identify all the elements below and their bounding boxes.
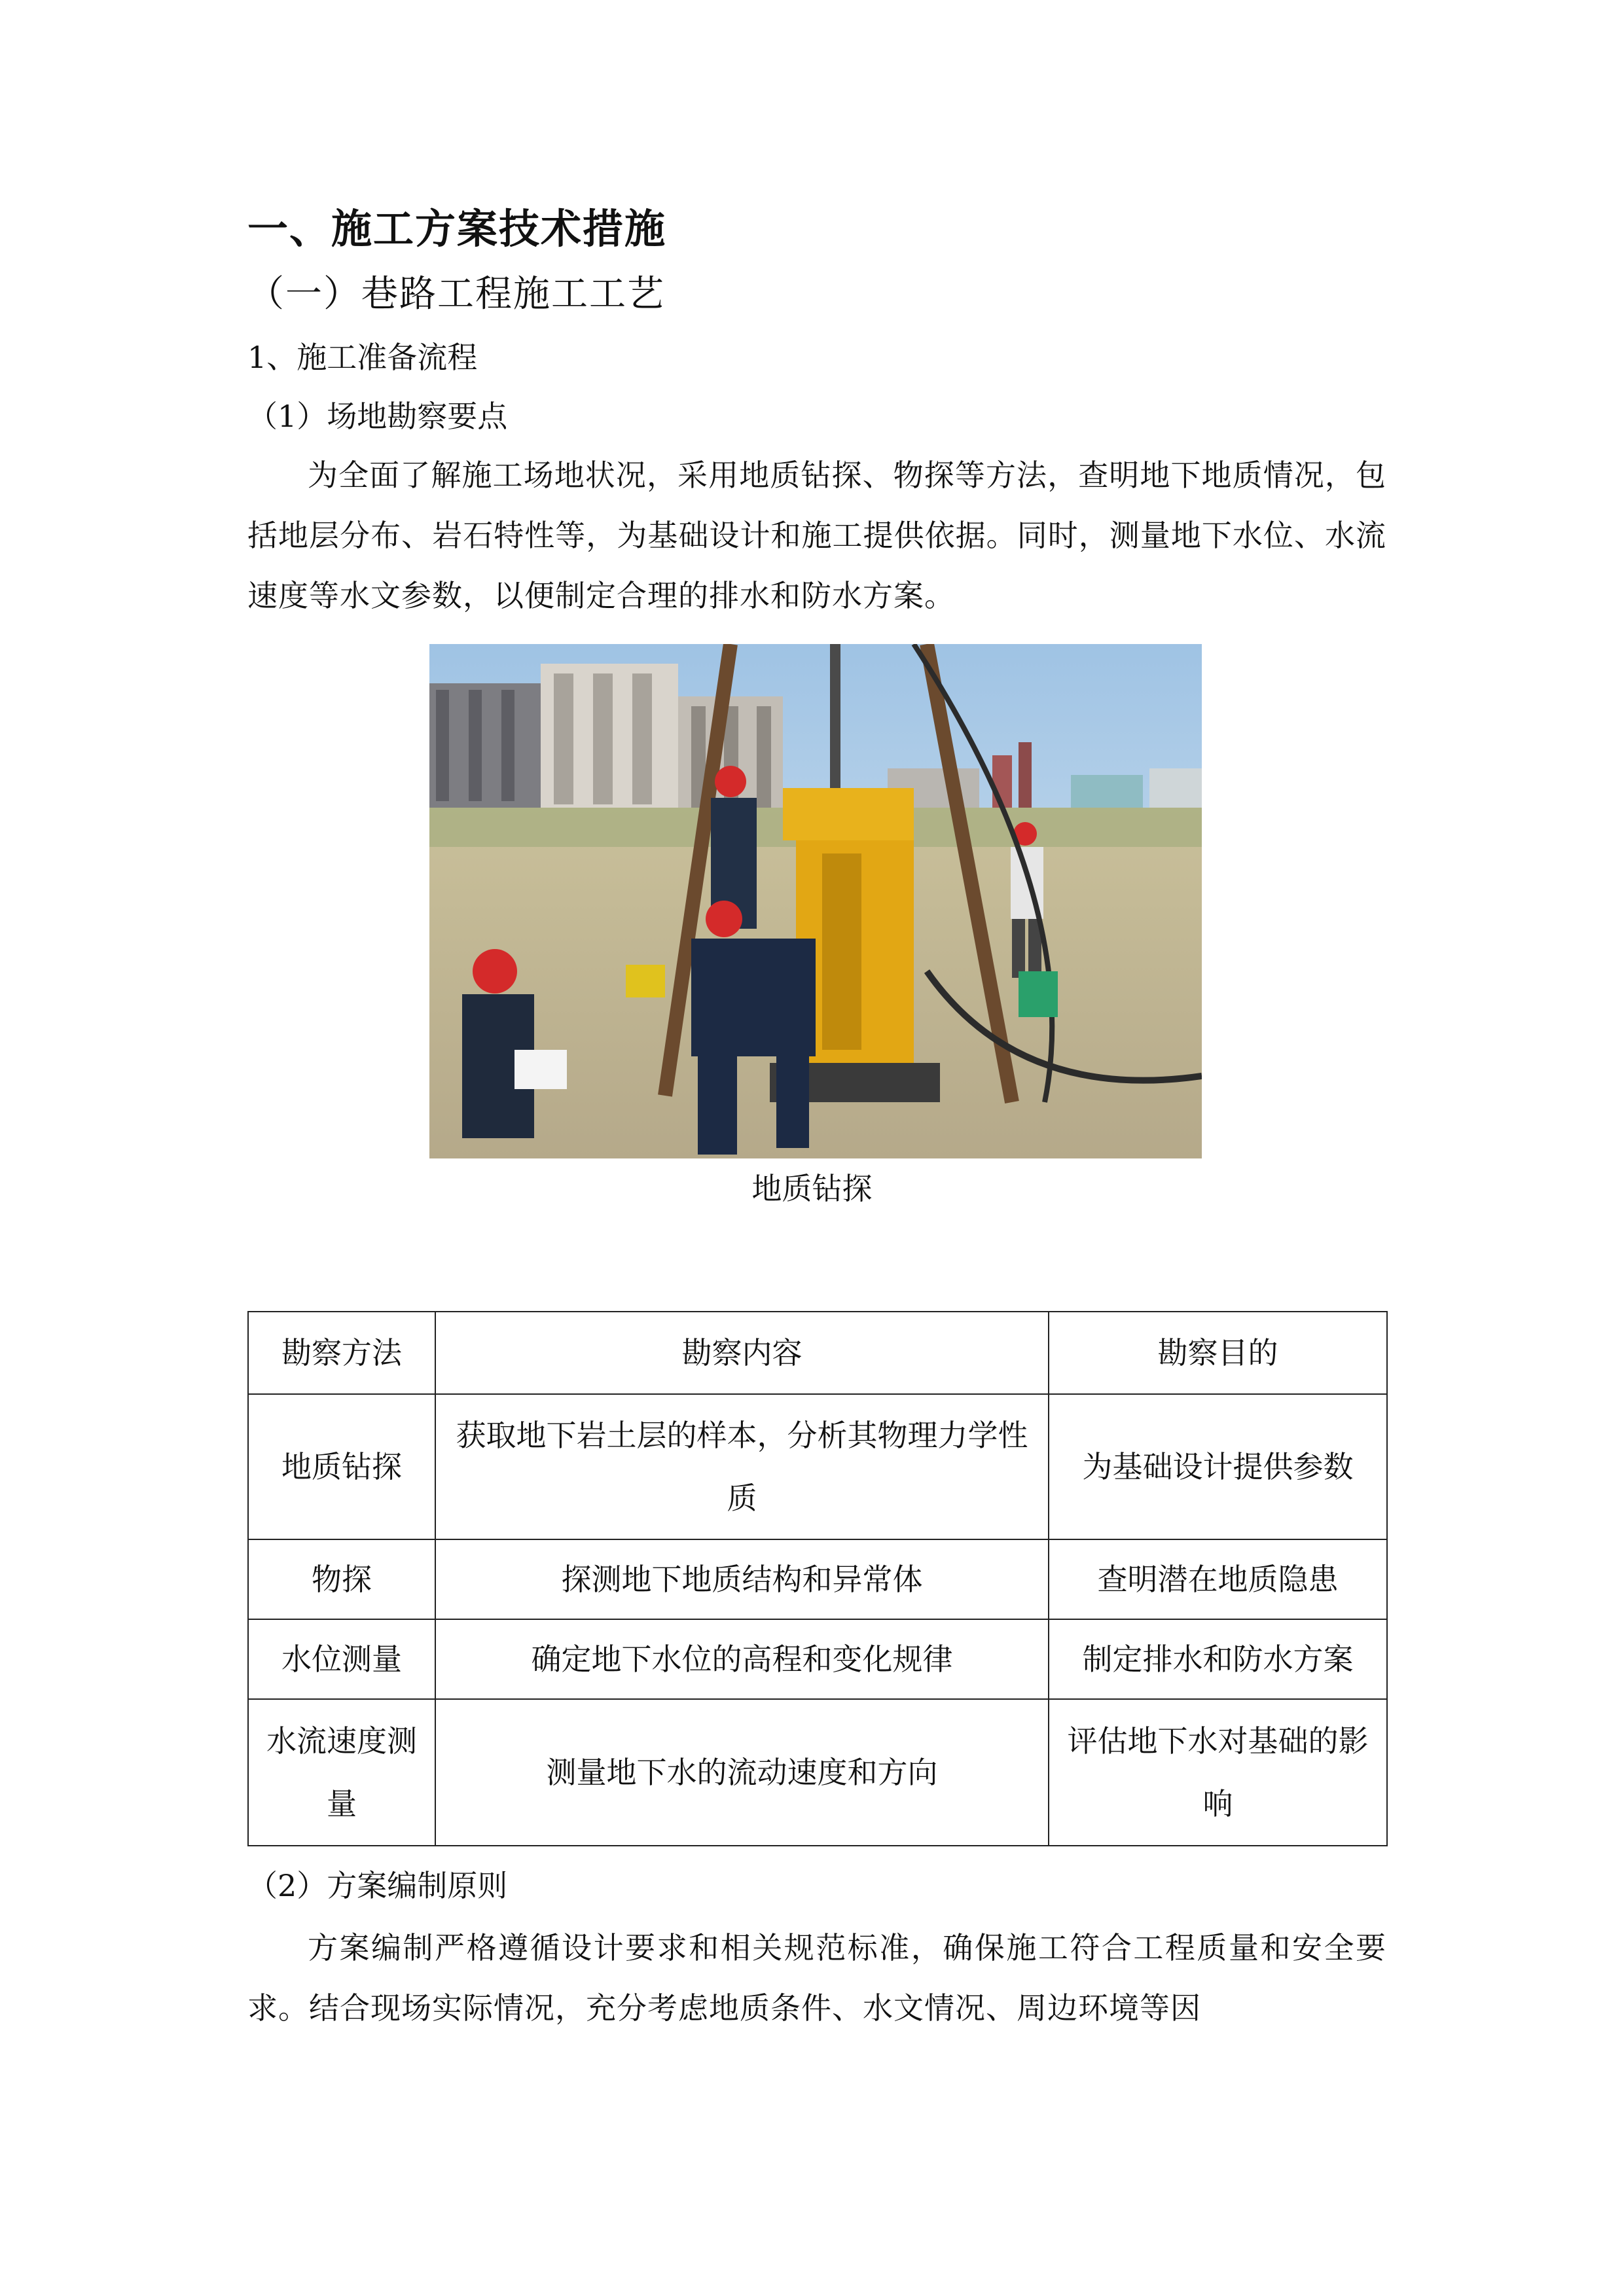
- sub-item-title: （2）方案编制原则: [247, 1868, 508, 1903]
- drilling-photo: [429, 644, 1202, 1158]
- table-row: [248, 1394, 1387, 1539]
- table-cell: 评估地下水对基础的影响: [1049, 1699, 1387, 1846]
- table-cell: 探测地下地质结构和异常体: [435, 1539, 1049, 1619]
- survey-table: [247, 1311, 1388, 1846]
- paragraph: 方案编制严格遵循设计要求和相关规范标准，确保施工符合工程质量和安全要求。结合现场实际情况，充分考虑地质条件、水文情况、周边环境等因: [247, 1930, 1386, 2026]
- table-row: [248, 1539, 1387, 1619]
- sub-item-title: （1）场地勘察要点: [247, 399, 508, 434]
- table-header-row: [248, 1312, 1387, 1394]
- subsection-title: （一）巷路工程施工工艺: [247, 273, 665, 315]
- table-cell: 水位测量: [248, 1619, 435, 1699]
- table-cell: 水流速度测量: [248, 1699, 435, 1846]
- table-cell: 地质钻探: [248, 1394, 435, 1539]
- table-cell: 确定地下水位的高程和变化规律: [435, 1619, 1049, 1699]
- section-title: 一、施工方案技术措施: [247, 205, 667, 253]
- item-title: 1、施工准备流程: [247, 340, 478, 375]
- table-cell: 获取地下岩土层的样本，分析其物理力学性质: [435, 1394, 1049, 1539]
- table-cell: 物探: [248, 1539, 435, 1619]
- table-row: [248, 1619, 1387, 1699]
- paragraph: 为全面了解施工场地状况，采用地质钻探、物探等方法，查明地下地质情况，包括地层分布、岩石特性等，为基础设计和施工提供依据。同时，测量地下水位、水流速度等水文参数，以便制定合理的排水和防水方案。: [247, 457, 1386, 613]
- table-cell: 为基础设计提供参数: [1049, 1394, 1387, 1539]
- table-header: 勘察目的: [1049, 1312, 1387, 1394]
- table-cell: 测量地下水的流动速度和方向: [435, 1699, 1049, 1846]
- figure-caption: 地质钻探: [751, 1171, 873, 1206]
- table-cell: 制定排水和防水方案: [1049, 1619, 1387, 1699]
- table-header: 勘察方法: [248, 1312, 435, 1394]
- table-cell: 查明潜在地质隐患: [1049, 1539, 1387, 1619]
- table-row: [248, 1699, 1387, 1846]
- table-header: 勘察内容: [435, 1312, 1049, 1394]
